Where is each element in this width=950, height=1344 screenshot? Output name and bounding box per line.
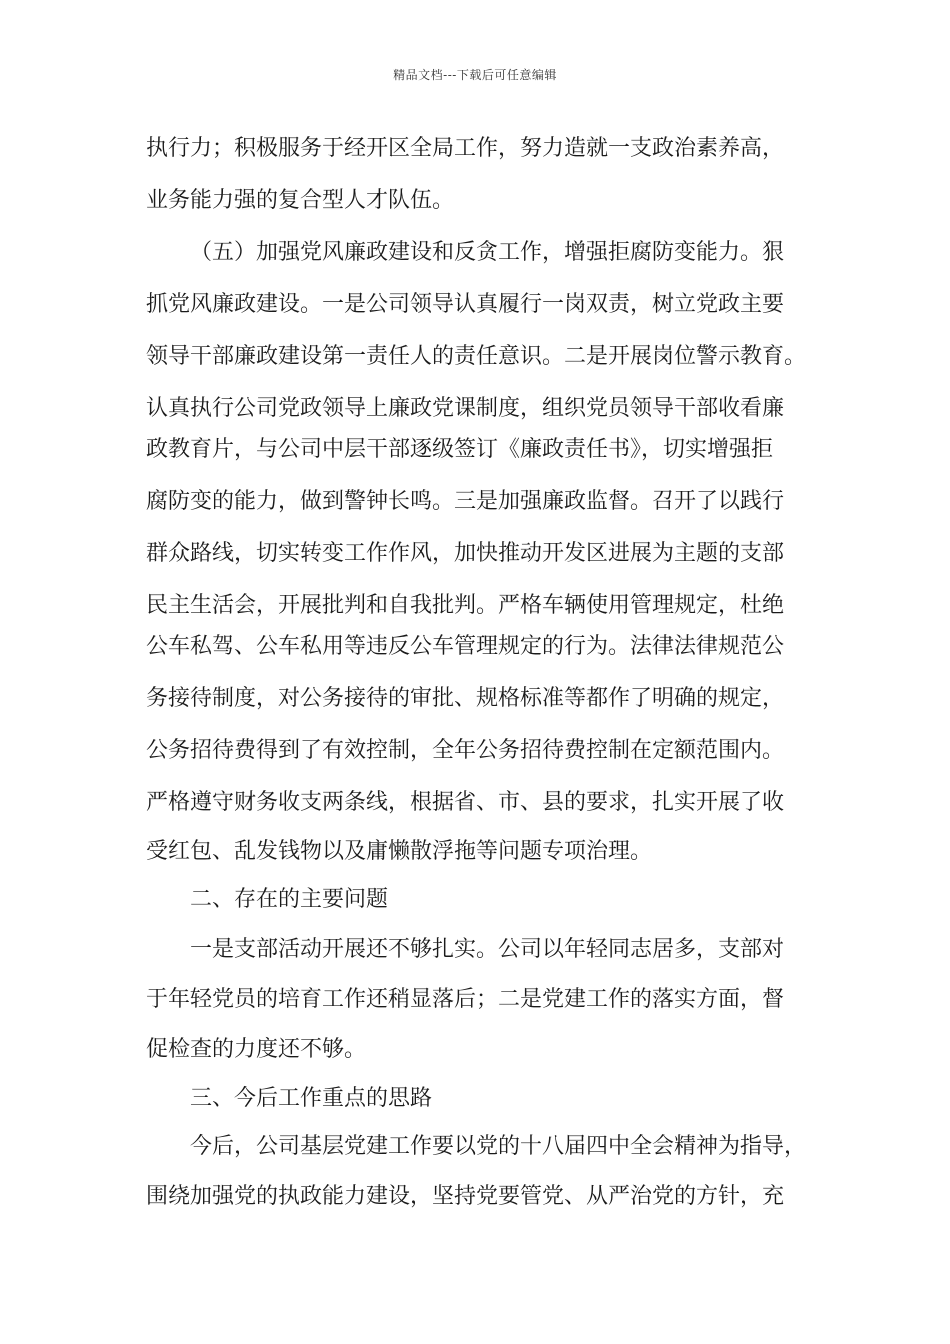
body-line: 一是支部活动开展还不够扎实。公司以年轻同志居多，支部对: [190, 937, 785, 962]
body-line: 促检查的力度还不够。: [146, 1037, 367, 1062]
page-header: 精品文档---下载后可任意编辑: [393, 68, 557, 82]
body-line: 受红包、乱发钱物以及庸懒散浮拖等问题专项治理。: [146, 839, 653, 864]
body-line: 领导干部廉政建设第一责任人的责任意识。二是开展岗位警示教育。: [146, 344, 807, 369]
body-line: 务接待制度，对公务接待的审批、规格标准等都作了明确的规定，: [146, 686, 785, 711]
body-line: 群众路线，切实转变工作作风，加快推动开发区进展为主题的支部: [146, 541, 785, 566]
body-line: 围绕加强党的执政能力建设，坚持党要管党、从严治党的方针，充: [146, 1184, 785, 1209]
body-line: 认真执行公司党政领导上廉政党课制度，组织党员领导干部收看廉: [146, 396, 785, 421]
body-line: 公车私驾、公车私用等违反公车管理规定的行为。法律法律规范公: [146, 634, 785, 659]
section-heading: 三、今后工作重点的思路: [190, 1086, 433, 1111]
body-line: 执行力；积极服务于经开区全局工作，努力造就一支政治素养高，: [146, 136, 785, 161]
body-line: 今后，公司基层党建工作要以党的十八届四中全会精神为指导，: [190, 1134, 807, 1159]
section-heading: 二、存在的主要问题: [190, 887, 389, 912]
body-line: 业务能力强的复合型人才队伍。: [146, 188, 455, 213]
body-line: 政教育片，与公司中层干部逐级签订《廉政责任书》，切实增强拒: [146, 437, 774, 462]
section-heading-line: （五）加强党风廉政建设和反贪工作，增强拒腐防变能力。狠: [190, 240, 785, 265]
body-line: 严格遵守财务收支两条线，根据省、市、县的要求，扎实开展了收: [146, 790, 785, 815]
body-line: 抓党风廉政建设。一是公司领导认真履行一岗双责，树立党政主要: [146, 292, 785, 317]
body-line: 民主生活会，开展批判和自我批判。严格车辆使用管理规定，杜绝: [146, 593, 785, 618]
body-line: 公务招待费得到了有效控制，全年公务招待费控制在定额范围内。: [146, 738, 785, 763]
body-line: 腐防变的能力，做到警钟长鸣。三是加强廉政监督。召开了以践行: [146, 489, 785, 514]
body-line: 于年轻党员的培育工作还稍显落后；二是党建工作的落实方面，督: [146, 987, 785, 1012]
